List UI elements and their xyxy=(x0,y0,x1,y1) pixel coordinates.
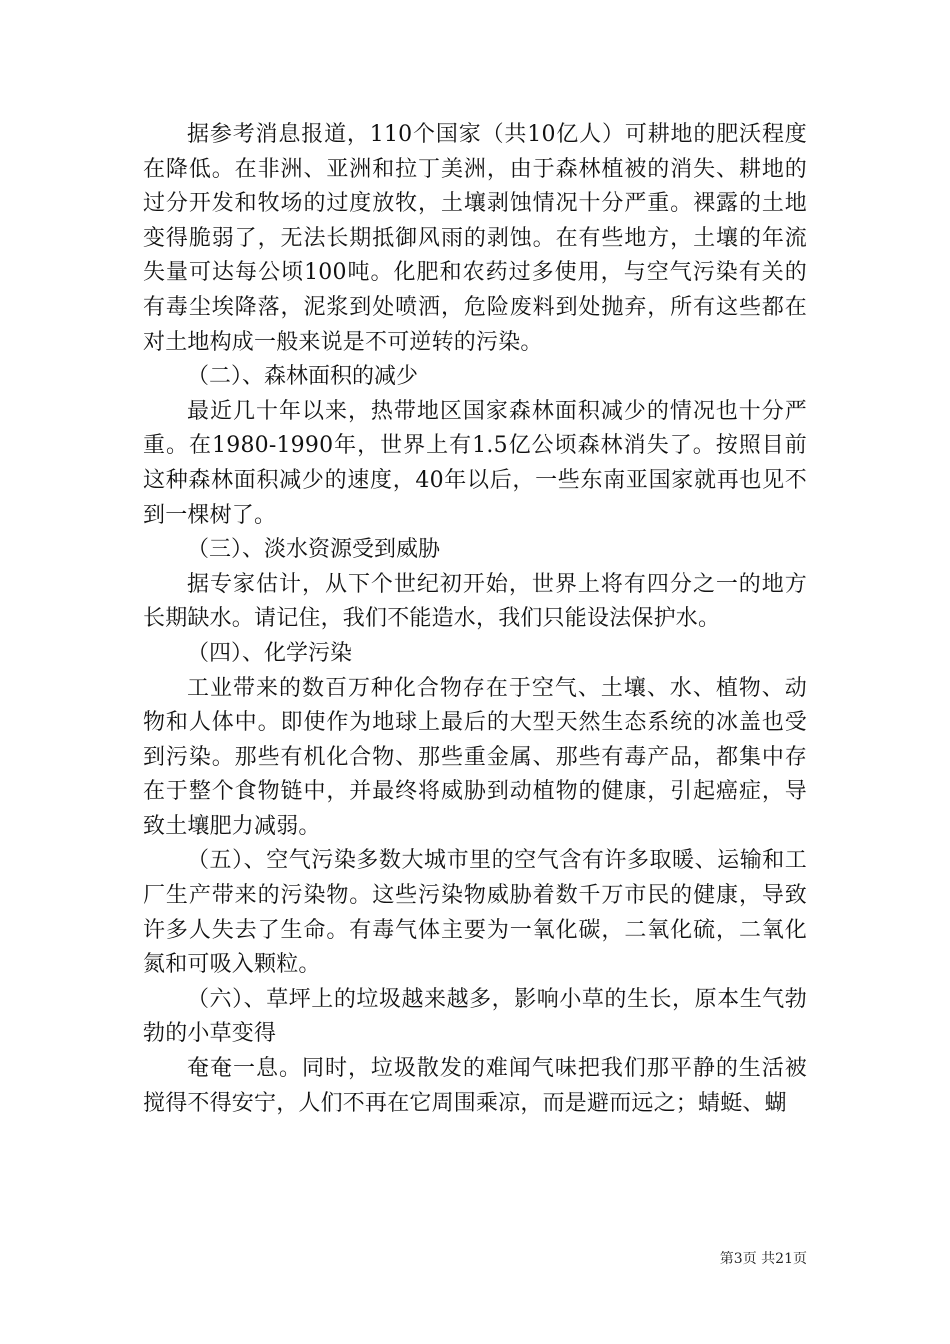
footer-suffix: 页 xyxy=(793,1251,807,1267)
footer-current-page: 3 xyxy=(733,1251,743,1267)
heading-chemical-pollution: （四）、化学污染 xyxy=(187,640,353,666)
document-body xyxy=(143,118,807,1121)
footer-total-pages: 21 xyxy=(775,1251,793,1267)
paragraph-air-pollution: （五）、空气污染多数大城市里的空气含有许多取暖、运输和工厂生产带来的污染物。这些污染物威胁着数千万市民的健康，导致许多人失去了生命。有毒气体主要为一氧化碳，二氧化硫，二氧化氮和可吸入颗粒。 xyxy=(143,848,807,978)
heading-freshwater-threat: （三）、淡水资源受到威胁 xyxy=(187,537,441,563)
paragraph-soil-degradation: 据参考消息报道，110个国家（共10亿人）可耕地的肥沃程度在降低。在非洲、亚洲和拉丁美洲，由于森林植被的消失、耕地的过分开发和牧场的过度放牧，土壤剥蚀情况十分严重。裸露的土地变得脆弱了，无法长期抵御风雨的剥蚀。在有些地方，土壤的年流失量可达每公顷100吨。化肥和农药过多使用，与空气污染有关的有毒尘埃降落，泥浆到处喷洒，危险废料到处抛弃，所有这些都在对土地构成一般来说是不可逆转的污染。 xyxy=(143,122,807,355)
paragraph-lawn-garbage-continued: 奄奄一息。同时，垃圾散发的难闻气味把我们那平静的生活被搅得不得安宁，人们不再在它周围乘凉，而是避而远之；蜻蜓、蝴 xyxy=(143,1056,807,1116)
paragraph-lawn-garbage: （六）、草坪上的垃圾越来越多，影响小草的生长，原本生气勃勃的小草变得 xyxy=(143,986,807,1047)
paragraph-forest-reduction: 最近几十年以来，热带地区国家森林面积减少的情况也十分严重。在1980-1990年，世界上有1.5亿公顷森林消失了。按照目前这种森林面积减少的速度，40年以后，一些东南亚国家就再也见不到一棵树了。 xyxy=(143,398,807,528)
paragraph-chemical-pollution: 工业带来的数百万种化合物存在于空气、土壤、水、植物、动物和人体中。即使作为地球上最后的大型天然生态系统的冰盖也受到污染。那些有机化合物、那些重金属、那些有毒产品，都集中存在于整个食物链中，并最终将威胁到动植物的健康，引起癌症，导致土壤肥力减弱。 xyxy=(143,675,807,839)
footer-prefix: 第 xyxy=(719,1251,734,1267)
heading-forest-reduction: （二）、森林面积的减少 xyxy=(187,364,419,390)
footer-middle: 页 共 xyxy=(742,1251,776,1267)
page-number-footer xyxy=(720,1248,807,1268)
paragraph-freshwater-threat: 据专家估计，从下个世纪初开始，世界上将有四分之一的地方长期缺水。请记住，我们不能造水，我们只能设法保护水。 xyxy=(143,571,807,632)
